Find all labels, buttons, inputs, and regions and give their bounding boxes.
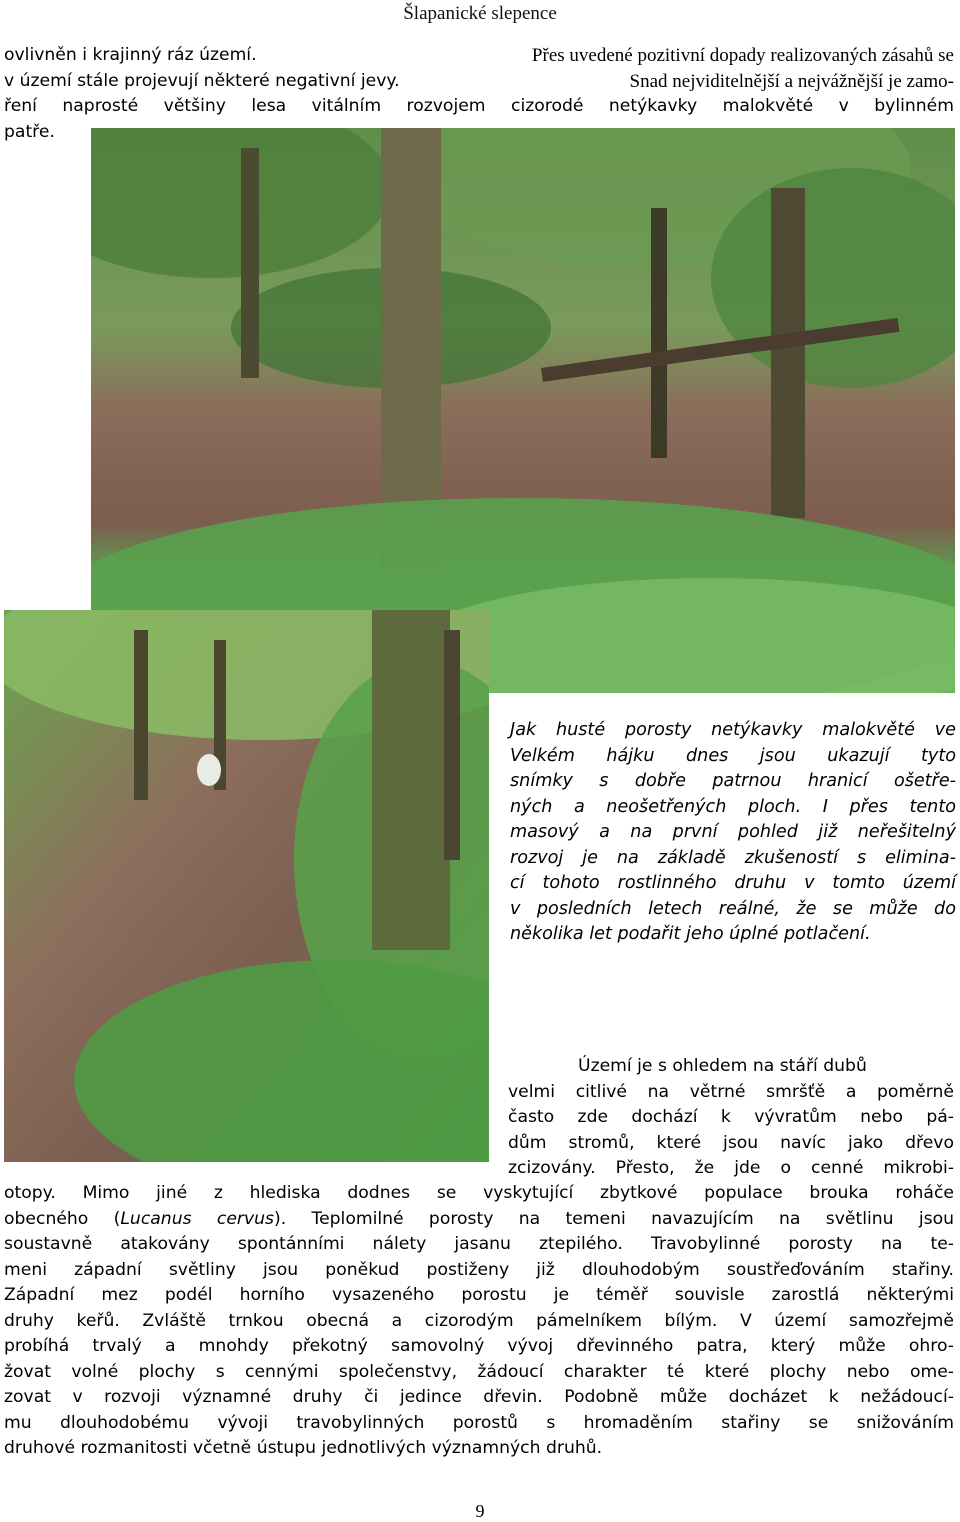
intro-line-3: ření naprosté většiny lesa vitálním rozvojem cizorodé netýkavky malokvěté v bylinném [4,96,954,116]
body-line-part: ). Teplomilné porosty na temeni navazujícím na světlinu jsou [274,1208,954,1229]
body-line: meni západní světliny jsou poněkud postiženy již dlouhodobým soustřeďováním stařiny. [4,1259,954,1280]
caption-line: Velkém hájku dnes jsou ukazují tyto [510,745,956,766]
body-line: Území je s ohledem na stáří dubů [578,1056,867,1076]
page-number: 9 [475,1501,485,1521]
body-line: velmi citlivé na větrné smršťě a poměrně [508,1081,954,1102]
body-line-part: obecného ( [4,1208,121,1229]
body-line: zcizovány. Přesto, že jde o cenné mikrobi- [508,1158,954,1178]
body-line: druhové rozmanitosti včetně ústupu jednotlivých významných druhů. [4,1438,603,1458]
caption-line: Jak husté porosty netýkavky malokvěté ve [510,720,956,740]
forest-photo-top [91,128,955,693]
caption-line: v posledních letech reálné, že se může do [510,898,956,919]
caption-line: snímky s dobře patrnou hranicí ošetře- [510,771,956,791]
body-line: často zde dochází k vývratům nebo pá- [508,1107,954,1127]
body-line-species [4,1207,954,1233]
intro-line-4: patře. [4,121,55,142]
caption-line: ných a neošetřených ploch. I přes tento [510,796,956,817]
body-line: zovat v rozvoji významné druhy či jedince dřevin. Podobně může docházet k nežádoucí- [4,1387,954,1407]
body-line: probíhá trvalý a mnohdy překotný samovolný vývoj dřevinného patra, který může ohro- [4,1336,954,1356]
intro-line-1b: Přes uvedené pozitivní dopady realizovaných zásahů se [531,45,954,66]
intro-line-1a: ovlivněn i krajinný ráz území. [4,45,257,65]
caption-line: rozvoj je na základě zkušeností s elimina- [510,847,956,868]
species-name: Lucanus cervus [120,1208,274,1229]
forest-photo-bottom [4,610,489,1162]
body-line: dům stromů, které jsou navíc jako dřevo [508,1132,954,1153]
body-line: mu dlouhodobému vývoji travobylinných porostů s hromaděním stařiny se snižováním [4,1412,954,1433]
body-line: otopy. Mimo jiné z hlediska dodnes se vyskytující zbytkové populace brouka roháče [4,1183,954,1203]
body-line: soustavně atakovány spontánními nálety jasanu ztepilého. Travobylinné porosty na te- [4,1234,954,1254]
body-line: Západní mez podél horního vysazeného porostu je téměř souvisle zarostlá některými [4,1285,954,1305]
caption-line: masový a na první pohled již neřešitelný [510,822,956,842]
intro-line-2a: v území stále projevují některé negativní jevy. [4,70,400,91]
running-header: Šlapanické slepence [403,3,557,24]
caption-line: cí tohoto rostlinného druhu v tomto území [510,873,956,893]
body-paragraph [4,1181,954,1462]
photo-caption [510,718,956,948]
intro-line-2b: Snad nejviditelnější a nejvážnější je zamo- [629,70,954,92]
body-line: druhy keřů. Zvláště trnkou obecná a cizorodým pámelníkem bílým. V území samozřejmě [4,1310,954,1331]
body-wrap-paragraph [508,1054,954,1182]
body-line: žovat volné plochy s cennými společenstvy, žádoucí charakter té které plochy nebo ome- [4,1361,954,1382]
caption-line: několika let podařit jeho úplné potlačení. [510,924,871,944]
